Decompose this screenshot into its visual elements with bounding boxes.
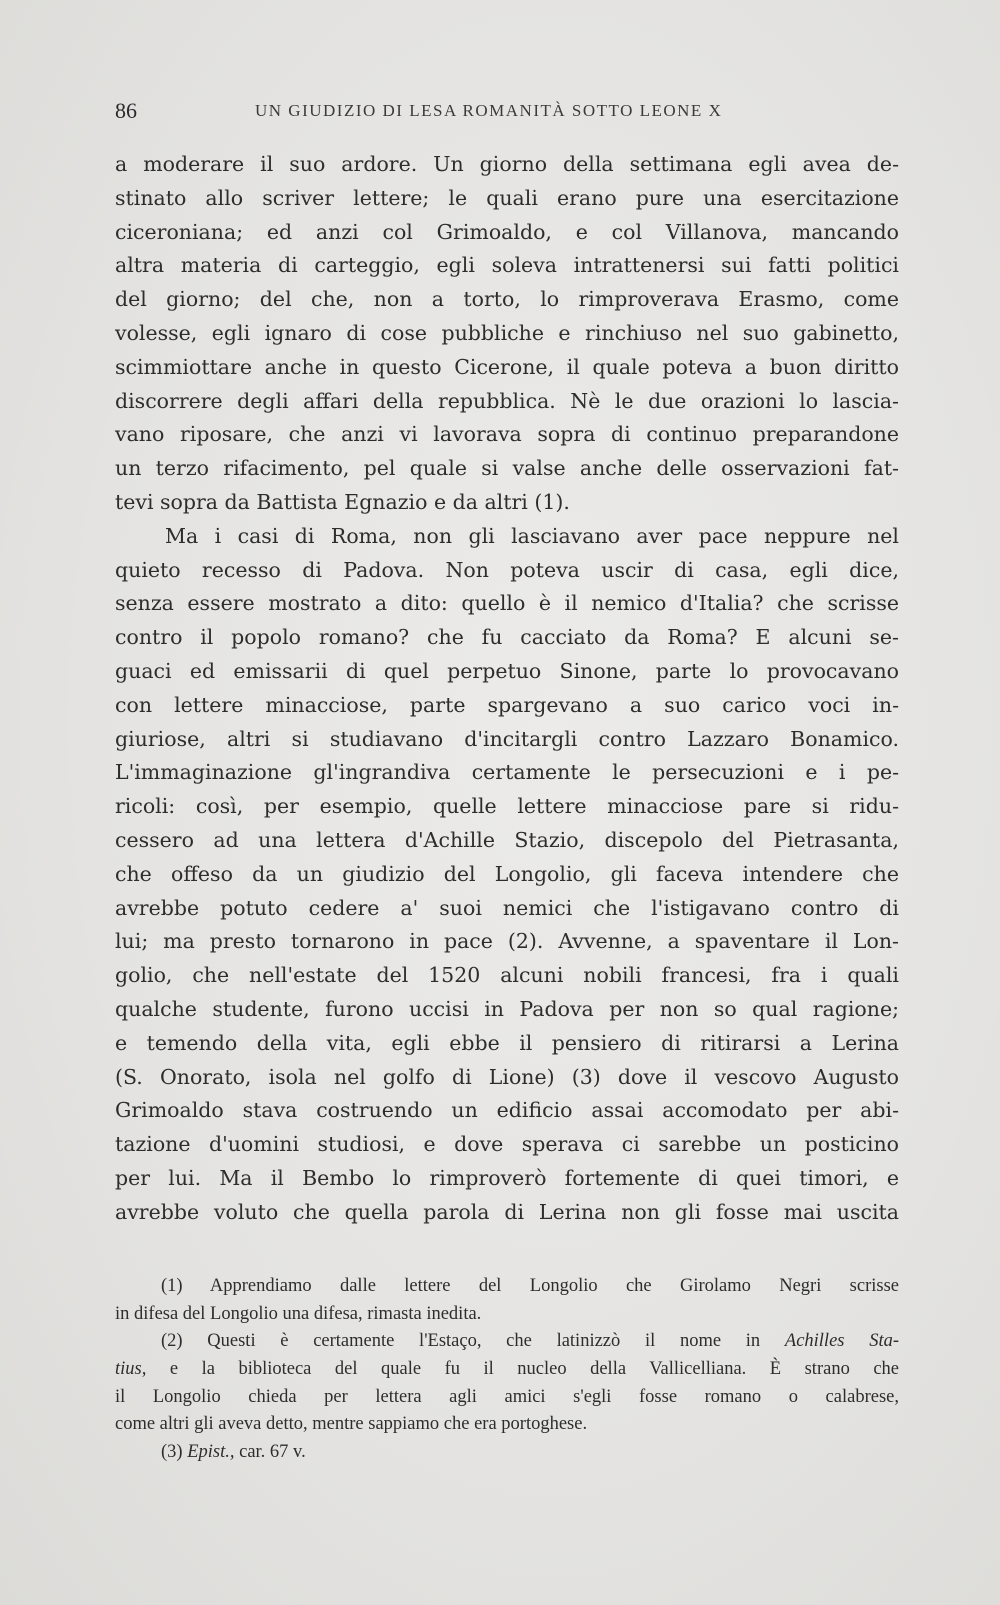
text-line: (S. Onorato, isola nel golfo di Lione) (3) dove il vescovo Augusto [115,1064,899,1089]
text-line: avrebbe potuto cedere a' suoi nemici che l'istigavano contro di [115,895,899,920]
text-line: avrebbe voluto che quella parola di Lerina non gli fosse mai uscita [115,1199,899,1224]
text-line: altra materia di carteggio, egli soleva intrattenersi sui fatti politici [115,253,899,278]
text-line: a moderare il suo ardore. Un giorno della settimana egli avea de- [115,152,899,176]
footnote-1-line: (1) Apprendiamo dalle lettere del Longolio che Girolamo Negri scrisse [161,1276,899,1296]
body-text [115,148,899,1230]
footnote-2-text: e la biblioteca del quale fu il nucleo della Vallicelliana. È strano che [169,1359,900,1380]
footnote-2-line: come altri gli aveva detto, mentre sappiamo che era portoghese. [115,1414,588,1435]
text-line: quieto recesso di Padova. Non poteva uscir di casa, egli dice, [115,557,899,582]
footnote-2-italic: tius, [115,1359,147,1380]
text-line: stinato allo scriver lettere; le quali erano pure una esercitazione [115,185,899,210]
text-line: per lui. Ma il Bembo lo rimproverò fortemente di quei timori, e [115,1165,899,1190]
running-head: UN GIUDIZIO DI LESA ROMANITÀ SOTTO LEONE X [255,101,723,120]
text-line: volesse, egli ignaro di cose pubbliche e rinchiuso nel suo gabinetto, [115,320,899,345]
text-line: golio, che nell'estate del 1520 alcuni nobili francesi, fra i quali [115,963,899,988]
text-line: giuriose, altri si studiavano d'incitargli contro Lazzaro Bonamico. [115,726,899,751]
text-line: del giorno; del che, non a torto, lo rimproverava Erasmo, come [115,287,899,312]
text-line: con lettere minacciose, parte spargevano a suo carico voci in- [115,692,899,717]
footnote-3-italic: Epist., [187,1442,235,1463]
text-line: qualche studente, furono uccisi in Padova per non so qual ragione; [115,996,899,1021]
footnote-2-line [115,1328,899,1356]
footnote-2-text: (2) Questi è certamente l'Estaço, che latinizzò il nome in [161,1331,761,1352]
text-line: senza essere mostrato a dito: quello è il nemico d'Italia? che scrisse [115,591,899,616]
footnote-3-line [115,1439,899,1467]
text-line: ricoli: così, per esempio, quelle lettere minacciose pare si ridu- [115,794,899,819]
text-line: L'immaginazione gl'ingrandiva certamente le persecuzioni e i pe- [115,760,899,785]
footnote-3-text: car. 67 v. [239,1442,306,1463]
text-line: contro il popolo romano? che fu cacciato da Roma? E alcuni se- [115,625,899,650]
text-line: tazione d'uomini studiosi, e dove sperava ci sarebbe un posticino [115,1132,899,1157]
text-line: scimmiottare anche in questo Cicerone, il quale poteva a buon diritto [115,354,899,379]
footnotes [115,1273,899,1467]
text-line: lui; ma presto tornarono in pace (2). Avvenne, a spaventare il Lon- [115,929,899,954]
text-line: Ma i casi di Roma, non gli lasciavano aver pace neppure nel [165,523,899,548]
text-line: e temendo della vita, egli ebbe il pensiero di ritirarsi a Lerina [115,1030,899,1055]
footnote-2-line: il Longolio chieda per lettera agli amici s'egli fosse romano o calabrese, [115,1386,899,1407]
page-header [115,98,899,128]
footnote-3-number: (3) [161,1442,183,1463]
footnote-1-line: in difesa del Longolio una difesa, rimasta inedita. [115,1303,482,1324]
text-line: Grimoaldo stava costruendo un edificio assai accomodato per abi- [115,1098,899,1123]
text-line: un terzo rifacimento, pel quale si valse anche delle osservazioni fat- [115,456,899,481]
footnote-2-italic: Achilles Sta- [784,1331,899,1352]
page-number: 86 [115,98,137,123]
text-line: tevi sopra da Battista Egnazio e da altri (1). [115,489,570,514]
text-line: vano riposare, che anzi vi lavorava sopra di continuo preparandone [115,422,899,447]
text-line: che offeso da un giudizio del Longolio, gli faceva intendere che [115,861,899,886]
footnote-2-line [115,1356,899,1384]
text-line: guaci ed emissarii di quel perpetuo Sinone, parte lo provocavano [115,658,899,683]
text-line: cessero ad una lettera d'Achille Stazio, discepolo del Pietrasanta, [115,827,899,852]
text-line: ciceroniana; ed anzi col Grimoaldo, e col Villanova, mancando [115,219,899,244]
text-line: discorrere degli affari della repubblica. Nè le due orazioni lo lascia- [115,388,899,413]
